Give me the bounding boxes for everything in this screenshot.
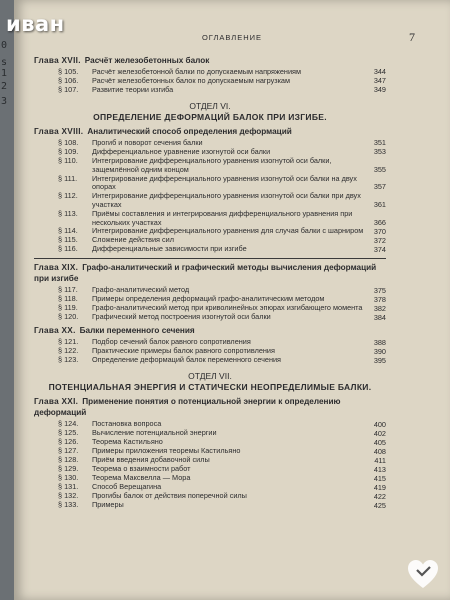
section-title: Прогиб и поворот сечения балки xyxy=(92,138,203,147)
toc-entry xyxy=(34,313,386,322)
page-header xyxy=(44,30,420,44)
part-title: ОПРЕДЕЛЕНИЕ ДЕФОРМАЦИЙ БАЛОК ПРИ ИЗГИБЕ. xyxy=(93,112,327,122)
section-title: Графо-аналитический метод xyxy=(92,285,190,295)
toc-entry xyxy=(34,465,386,474)
section-number: § 114. xyxy=(58,226,78,236)
section-number: § 125. xyxy=(58,428,79,438)
section-number: § 130. xyxy=(58,473,79,483)
section-title: Дифференциальные зависимости при изгибе xyxy=(92,244,247,254)
section-page: 374 xyxy=(373,244,386,254)
section-page: 361 xyxy=(373,199,386,209)
section-page: 395 xyxy=(373,355,386,365)
divider-rule xyxy=(34,258,386,259)
section-title: Способ Верещагина xyxy=(92,482,162,492)
section-number: § 105. xyxy=(58,67,79,76)
book-page xyxy=(14,0,450,600)
chapter-title: Балки переменного сечения xyxy=(79,326,195,336)
chapter-title: Графо-аналитический и графический методы вычисления деформаций при изгибе xyxy=(34,263,377,284)
section-number: § 128. xyxy=(58,455,79,465)
section-page: 384 xyxy=(373,312,386,322)
section-page: 405 xyxy=(373,437,386,447)
section-title: Интегрирование дифференциального уравнения для случая балки с шарниром xyxy=(92,226,364,236)
chapter-label: Глава XIX. xyxy=(34,263,79,273)
toc-entry xyxy=(34,227,386,236)
section-title: Теорема Кастильяно xyxy=(92,437,163,447)
section-title: Подбор сечений балок равного сопротивления xyxy=(92,337,251,347)
section-number: § 126. xyxy=(58,437,79,447)
section-page: 347 xyxy=(373,76,386,86)
part-heading xyxy=(34,371,386,393)
chapter-title: Применение понятия о потенциальной энергии к определению деформаций xyxy=(34,397,341,418)
chapter-heading xyxy=(34,126,386,137)
seller-watermark: иван xyxy=(6,12,65,36)
section-number: § 108. xyxy=(58,138,79,147)
section-number: § 119. xyxy=(58,303,78,313)
section-page: 366 xyxy=(373,217,386,227)
section-page: 357 xyxy=(373,182,386,192)
section-number: § 115. xyxy=(58,235,78,245)
margin-mark: 1 xyxy=(1,68,8,79)
section-title: Прогибы балок от действия поперечной силы xyxy=(92,491,247,501)
toc-entry xyxy=(34,210,386,228)
section-title: Примеры приложения теоремы Кастильяно xyxy=(92,446,241,456)
toc-entry xyxy=(34,192,386,210)
chapter-heading xyxy=(34,55,386,66)
section-number: § 107. xyxy=(58,85,79,94)
section-number: § 118. xyxy=(58,294,78,304)
section-title: Вычисление потенциальной энергии xyxy=(92,428,217,438)
chapter-label: Глава XVII. xyxy=(34,56,81,65)
section-title: Приёмы составления и интегрирования дифференциального уравнения при нескольких участках xyxy=(92,208,353,227)
section-title: Приём введения добавочной силы xyxy=(92,455,210,465)
toc-entry xyxy=(34,86,386,95)
section-number: § 129. xyxy=(58,464,79,474)
section-number: § 113. xyxy=(58,208,78,218)
toc-entry xyxy=(34,157,386,175)
margin-mark: 2 xyxy=(1,81,8,92)
section-page: 351 xyxy=(373,138,386,148)
table-of-contents xyxy=(34,52,386,510)
section-title: Интегрирование дифференциального уравнения изогнутой оси балки при двух участках xyxy=(92,191,361,209)
toc-entry xyxy=(34,492,386,501)
chapter-label: Глава XVIII. xyxy=(34,127,84,136)
section-title: Расчёт железобетонной балки по допускаемым напряжениям xyxy=(92,67,302,76)
section-page: 419 xyxy=(373,482,386,492)
section-title: Примеры определения деформаций графо-аналитическим методом xyxy=(92,294,325,304)
section-page: 344 xyxy=(373,67,386,77)
chapter-heading xyxy=(34,396,386,418)
part-heading xyxy=(34,101,386,123)
toc-entry xyxy=(34,447,386,456)
section-number: § 127. xyxy=(58,446,79,456)
toc-entry xyxy=(34,77,386,86)
section-page: 382 xyxy=(373,303,386,313)
section-number: § 120. xyxy=(58,312,79,322)
section-page: 370 xyxy=(373,226,386,236)
section-number: § 124. xyxy=(58,419,79,429)
chapter-label: Глава XXI. xyxy=(34,397,79,407)
section-page: 408 xyxy=(373,446,386,456)
section-page: 400 xyxy=(373,419,386,429)
section-page: 422 xyxy=(373,491,386,501)
toc-entry xyxy=(34,175,386,193)
section-title: Теорема Максвелла — Мора xyxy=(92,473,191,483)
section-title: Примеры xyxy=(92,500,124,510)
section-title: Теорема о взаимности работ xyxy=(92,464,191,474)
section-number: § 106. xyxy=(58,76,79,85)
section-number: § 131. xyxy=(58,482,79,492)
toc-entry xyxy=(34,429,386,438)
toc-entry xyxy=(34,456,386,465)
section-title: Развитие теории изгиба xyxy=(92,85,174,94)
chapter-title: Аналитический способ определения деформаций xyxy=(87,127,292,136)
section-page: 413 xyxy=(373,464,386,474)
toc-entry xyxy=(34,501,386,510)
section-page: 375 xyxy=(373,285,386,295)
section-page: 411 xyxy=(374,455,386,465)
section-number: § 110. xyxy=(58,156,78,165)
section-page: 388 xyxy=(373,337,386,347)
part-title: ПОТЕНЦИАЛЬНАЯ ЭНЕРГИЯ И СТАТИЧЕСКИ НЕОПРЕДЕЛИМЫЕ БАЛКИ. xyxy=(48,382,372,393)
section-page: 349 xyxy=(373,85,386,95)
section-number: § 109. xyxy=(58,147,79,156)
binding-edge xyxy=(0,0,14,600)
section-number: § 122. xyxy=(58,346,79,356)
section-title: Интегрирование дифференциального уравнения изогнутой оси балки на двух опорах xyxy=(92,173,357,192)
section-number: § 112. xyxy=(58,191,78,201)
part-number: ОТДЕЛ VII. xyxy=(188,371,232,382)
section-title: Интегрирование дифференциального уравнения изогнутой оси балки, защемлённой одним концом xyxy=(92,156,332,174)
heart-logo-icon xyxy=(406,558,440,592)
section-title: Графический метод построения изогнутой оси балки xyxy=(92,312,271,322)
section-number: § 111. xyxy=(58,173,78,183)
toc-entry xyxy=(34,474,386,483)
section-number: § 116. xyxy=(58,244,78,254)
section-page: 402 xyxy=(373,428,386,438)
section-number: § 123. xyxy=(58,355,79,365)
chapter-title: Расчёт железобетонных балок xyxy=(84,56,210,65)
page-number: 7 xyxy=(409,30,416,44)
section-page: 353 xyxy=(373,147,386,157)
section-page: 378 xyxy=(373,294,386,304)
toc-entry xyxy=(34,245,386,254)
section-page: 415 xyxy=(373,473,386,483)
toc-entry xyxy=(34,356,386,365)
running-head: ОГЛАВЛЕНИЕ xyxy=(201,33,263,42)
section-page: 355 xyxy=(373,164,386,174)
part-number: ОТДЕЛ VI. xyxy=(189,101,231,111)
margin-mark: 0 xyxy=(1,40,8,51)
section-title: Дифференциальное уравнение изогнутой оси балки xyxy=(92,147,271,156)
section-title: Расчёт железобетонных балок по допускаемым нагрузкам xyxy=(92,76,290,85)
section-title: Практические примеры балок равного сопротивления xyxy=(92,346,275,356)
section-page: 390 xyxy=(373,346,386,356)
chapter-heading xyxy=(34,325,386,336)
section-number: § 133. xyxy=(58,500,79,510)
section-title: Постановка вопроса xyxy=(92,419,162,429)
section-title: Сложение действия сил xyxy=(92,235,175,245)
margin-mark: 3 xyxy=(1,96,8,107)
section-number: § 121. xyxy=(58,337,79,347)
section-title: Графо-аналитический метод при криволинейных эпюрах изгибающего момента xyxy=(92,303,363,313)
section-number: § 132. xyxy=(58,491,79,501)
chapter-heading xyxy=(34,262,386,284)
section-title: Определение деформаций балок переменного сечения xyxy=(92,355,282,365)
chapter-label: Глава XX. xyxy=(34,326,76,336)
section-number: § 117. xyxy=(58,285,78,295)
section-page: 372 xyxy=(373,235,386,245)
section-page: 425 xyxy=(373,500,386,510)
margin-mark: s xyxy=(1,57,8,68)
